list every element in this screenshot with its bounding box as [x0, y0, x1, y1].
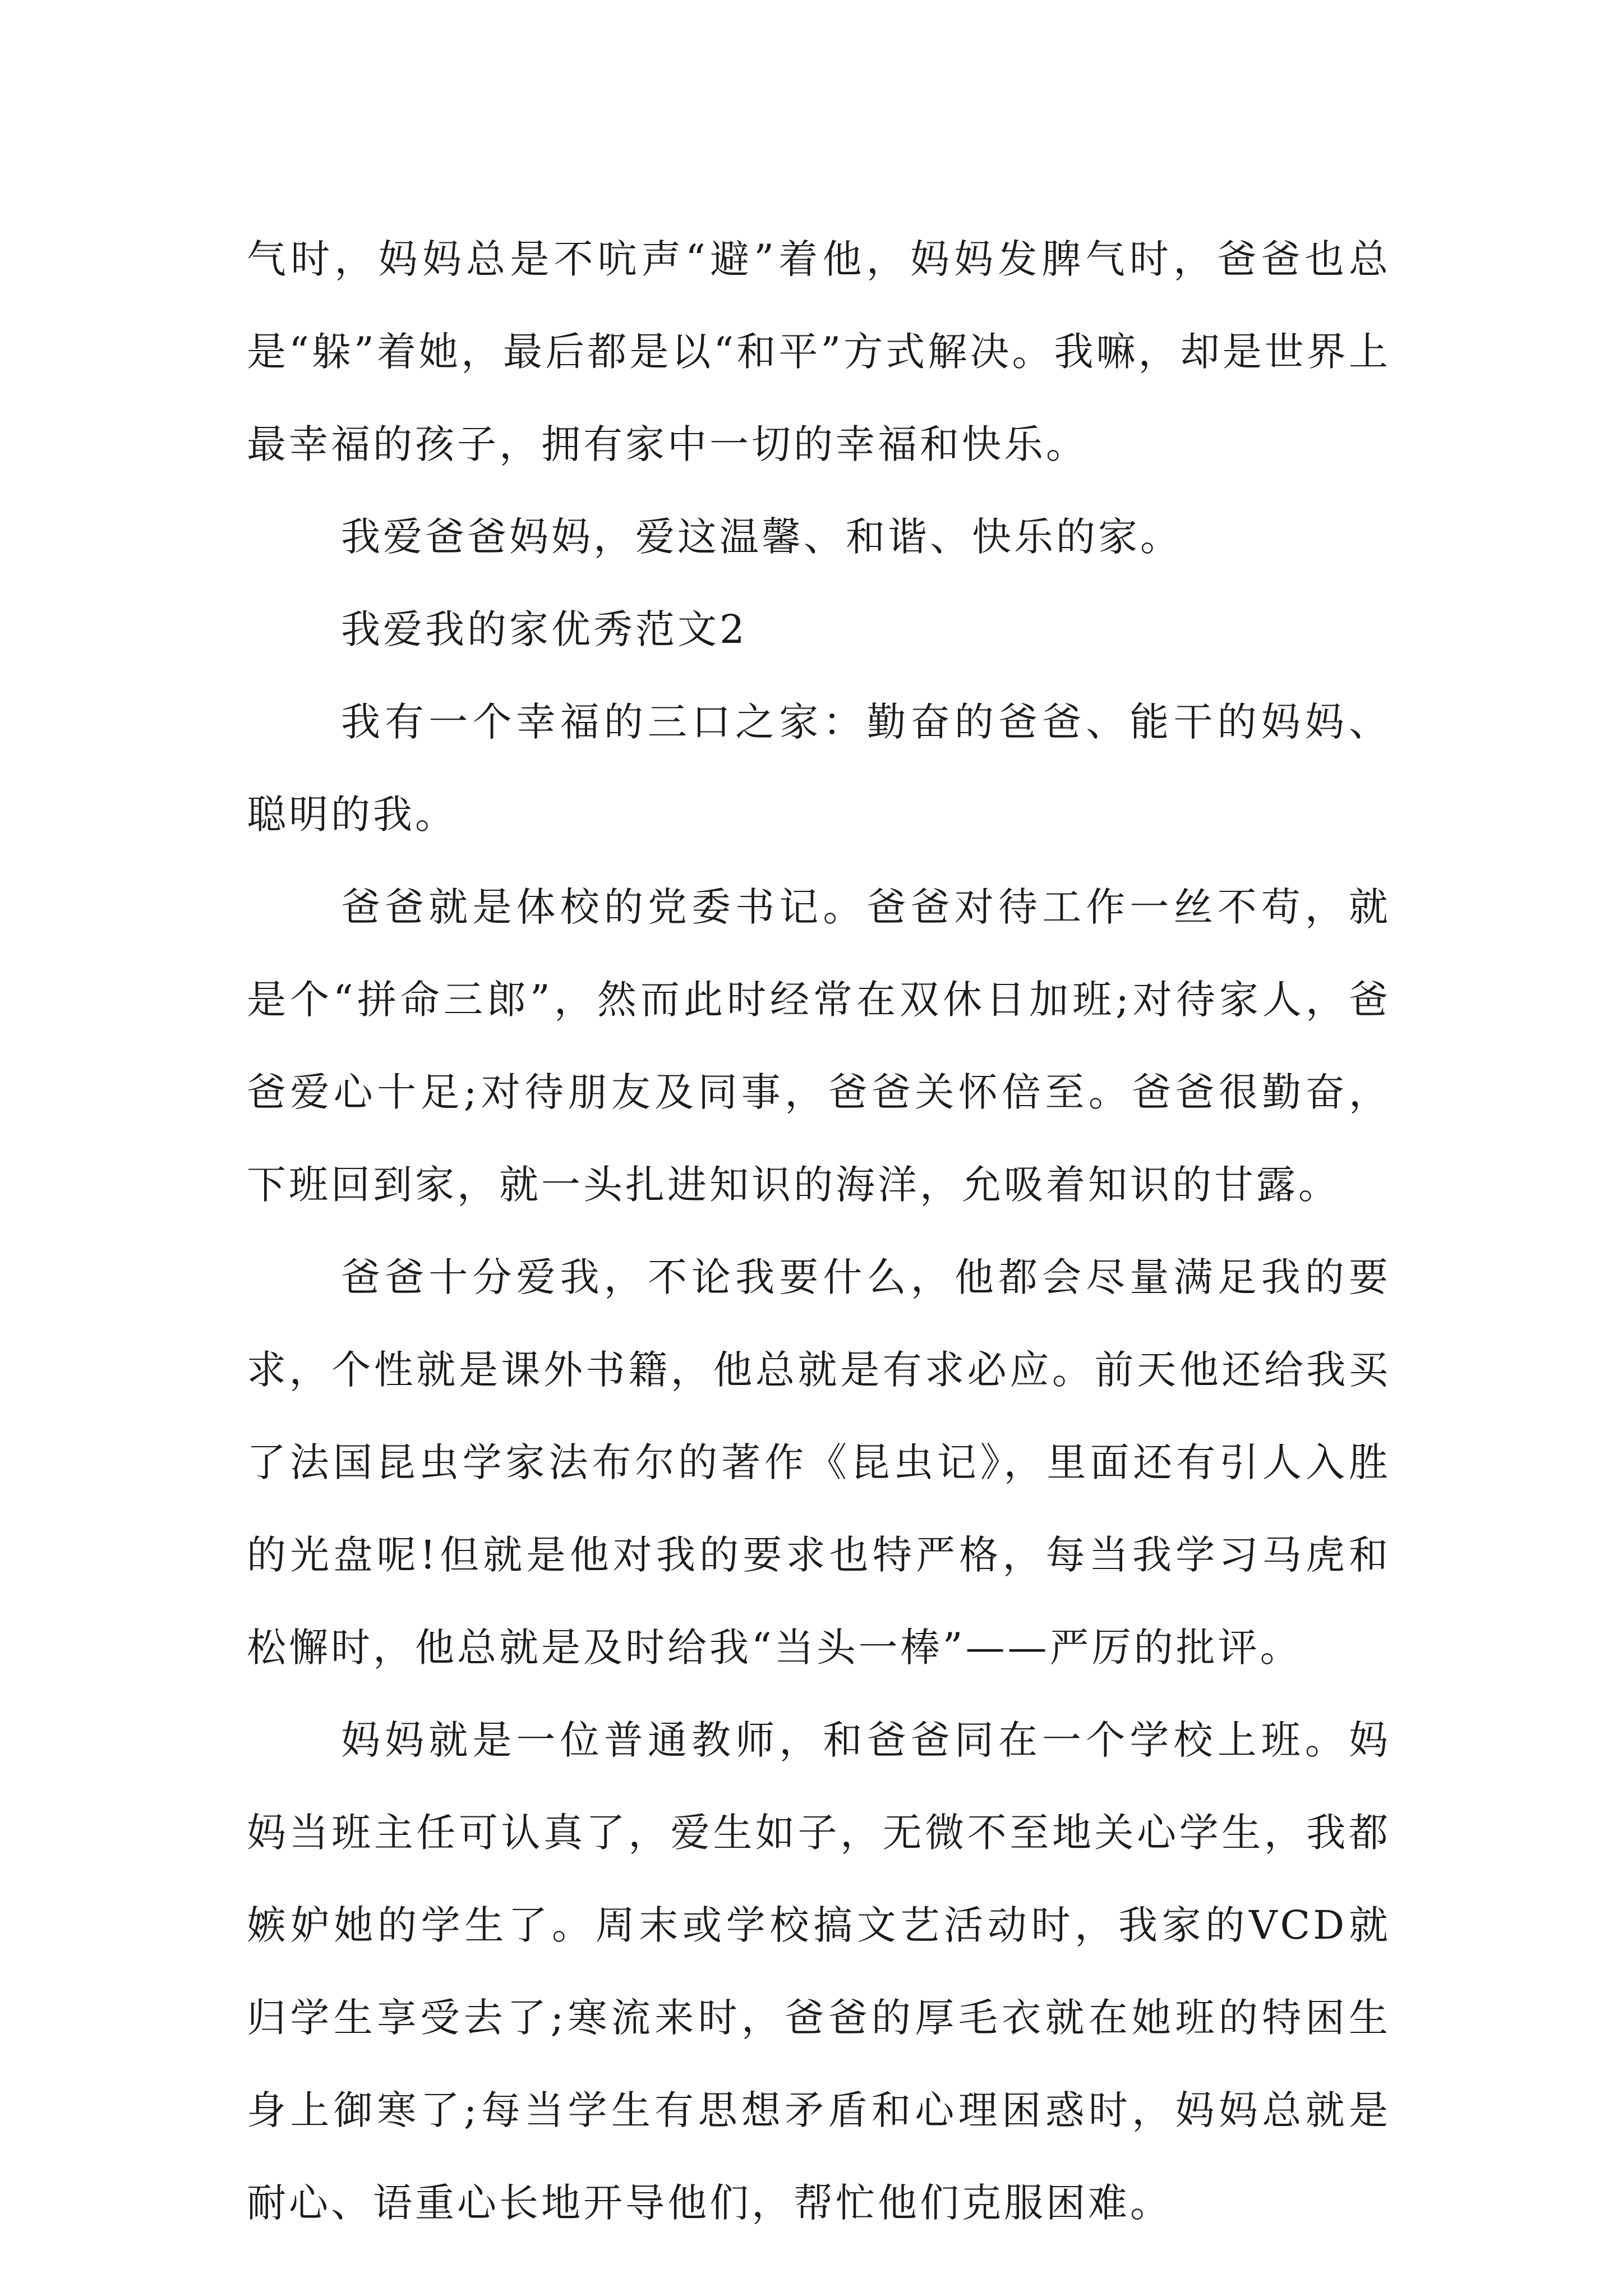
paragraph: 我有一个幸福的三口之家：勤奋的爸爸、能干的妈妈、聪明的我。	[247, 699, 1391, 838]
paragraph: 爸爸十分爱我，不论我要什么，他都会尽量满足我的要求，个性就是课外书籍，他总就是有求必应。前天他还给我买了法国昆虫学家法布尔的著作《昆虫记》，里面还有引人入胜的光盘呢!但就是他对我的要求也特严格，每当我学习马虎和松懈时，他总就是及时给我“当头一棒”——严厉的批评。	[247, 1254, 1391, 1671]
section-title: 我爱我的家优秀范文2	[341, 606, 748, 652]
paragraph-continued: 气时，妈妈总是不吭声“避”着他，妈妈发脾气时，爸爸也总是“躲”着她，最后都是以“和平”方式解决。我嘛，却是世界上最幸福的孩子，拥有家中一切的幸福和快乐。	[247, 236, 1391, 467]
paragraph: 爸爸就是体校的党委书记。爸爸对待工作一丝不苟，就是个“拼命三郎”，然而此时经常在双休日加班;对待家人，爸爸爱心十足;对待朋友及同事，爸爸关怀倍至。爸爸很勤奋，下班回到家，就一头扎进知识的海洋，允吸着知识的甘露。	[247, 884, 1391, 1208]
paragraph: 妈妈就是一位普通教师，和爸爸同在一个学校上班。妈妈当班主任可认真了，爱生如子，无微不至地关心学生，我都嫉妒她的学生了。周末或学校搞文艺活动时，我家的VCD就归学生享受去了;寒流来时，爸爸的厚毛衣就在她班的特困生身上御寒了;每当学生有思想矛盾和心理困惑时，妈妈总就是耐心、语重心长地开导他们，帮忙他们克服困难。	[247, 1717, 1391, 2226]
paragraph: 我爱爸爸妈妈，爱这温馨、和谐、快乐的家。	[341, 514, 1182, 560]
document-body	[247, 213, 1391, 2249]
